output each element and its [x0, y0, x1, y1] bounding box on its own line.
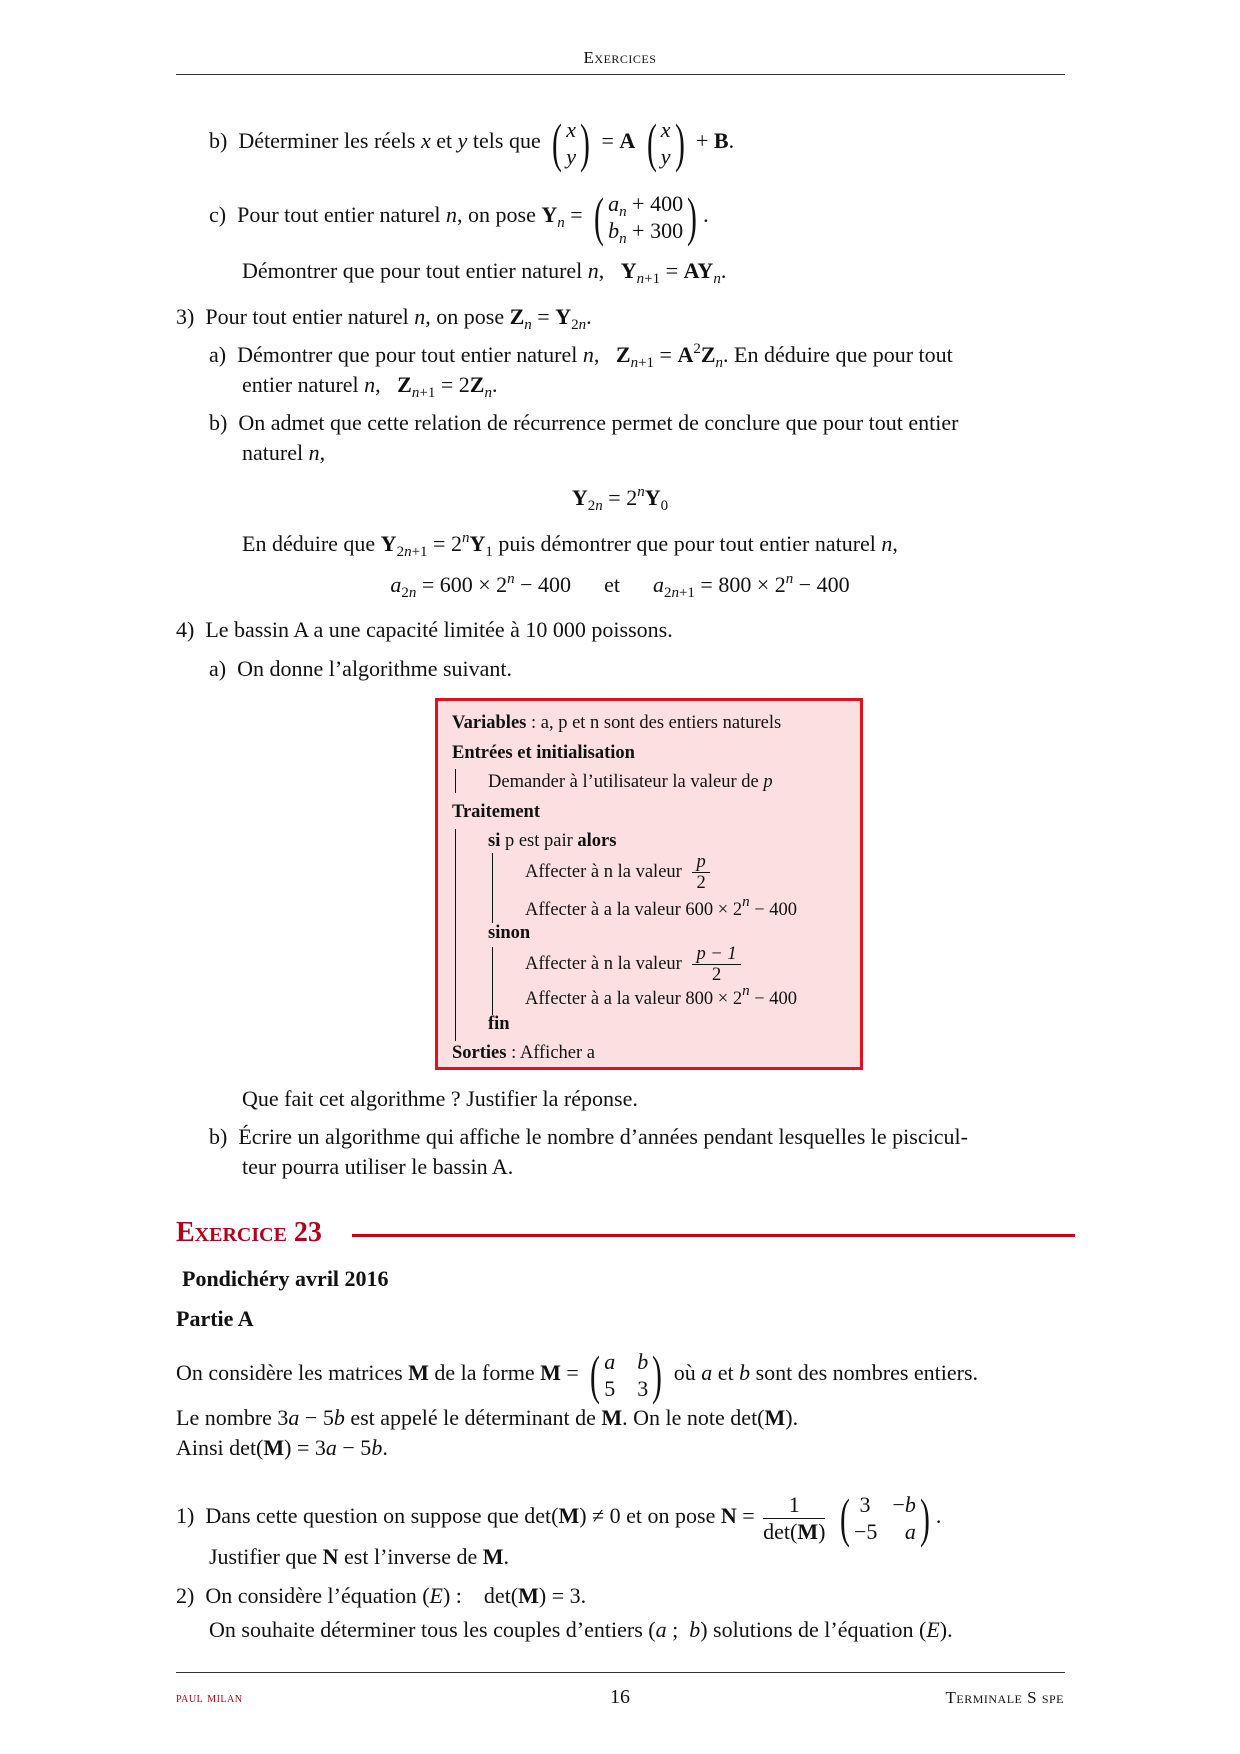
fraction-1-over-det: $\frac{1}{\det(M)}$	[763, 1491, 826, 1544]
question-4a: a) On donne l’algorithme suivant.	[209, 656, 513, 681]
question-3a: a) Démontrer que pour tout entier naturel n, $Z_{n+1} = A^2Z_n$. En déduire que pour tout	[209, 341, 953, 371]
question-3b-deduce: En déduire que $Y_{2n+1} = 2^nY_1$ puis démontrer que pour tout entier naturel n,	[242, 530, 898, 560]
algo-outputs: Sorties : Afficher a	[452, 1043, 595, 1063]
algorithm-box	[435, 698, 863, 1070]
question-a2: 2) On considère l’équation (E) : det(M) = 3.	[176, 1583, 587, 1608]
exercise-source: Pondichéry avril 2016	[182, 1266, 389, 1291]
page-number: 16	[610, 1686, 630, 1708]
vector-xy-right: ( x y )	[646, 113, 685, 173]
algo-variables: Variables : a, p et n sont des entiers naturels	[452, 713, 782, 733]
algo-assign-n2: Affecter à n la valeur $\frac{p - 1}{2}$	[525, 944, 741, 985]
algo-if: si p est pair alors	[488, 831, 617, 851]
question-3a-line2: entier naturel n, $Z_{n+1} = 2Z_n$.	[242, 372, 498, 401]
question-a1: 1) Dans cette question on suppose que det(M) ≠ 0 et on pose N = $\frac{1}{\det(M)}$ ( 3 −b −5 a ) .	[176, 1488, 942, 1548]
question-4: 4) Le bassin A a une capacité limitée à 10 000 poissons.	[176, 617, 673, 642]
part-a-title: Partie A	[176, 1306, 254, 1331]
algo-if-bar	[492, 853, 493, 923]
intro-line-3: Ainsi det(M) = 3a − 5b.	[176, 1435, 388, 1460]
algo-input-line: Demander à l’utilisateur la valeur de p	[488, 772, 773, 792]
question-2c: c) Pour tout entier naturel n, on pose $Y_n$ = ( $a_n + 400$ $b_n + 300$ ) .	[209, 187, 709, 247]
algo-fraction-p-minus-1-over-2: $\frac{p - 1}{2}$	[692, 944, 740, 985]
formula-a2n: $a_{2n} = 600 \times 2^n - 400$ et $a_{2n+1} = 800 \times 2^n - 400$	[390, 571, 850, 601]
exercise-title: Exercice 23	[176, 1217, 322, 1248]
algo-else-bar	[492, 947, 493, 1015]
question-4b-line2: teur pourra utiliser le bassin A.	[242, 1154, 514, 1179]
question-4b: b) Écrire un algorithme qui affiche le nombre d’années pendant lesquelles le piscicul-	[209, 1124, 968, 1149]
header-divider	[176, 74, 1065, 75]
question-2c-line2: Démontrer que pour tout entier naturel n, $Y_{n+1} = AY_n$.	[242, 258, 727, 287]
question-4a-ask: Que fait cet algorithme ? Justifier la réponse.	[242, 1086, 638, 1111]
footer-course: Terminale S spe	[945, 1688, 1064, 1707]
algo-assign-a2: Affecter à a la valeur $800 \times 2^n - 400$	[525, 983, 798, 1009]
algo-assign-n1: Affecter à n la valeur $\frac{p}{2}$	[525, 852, 710, 893]
matrix-m: ( a b 5 3 )	[590, 1345, 663, 1405]
question-3: 3) Pour tout entier naturel n, on pose $Z_n = Y_{2n}$.	[176, 304, 592, 333]
algo-else: sinon	[488, 923, 531, 943]
intro-line-2: Le nombre 3a − 5b est appelé le déterminant de M. On le note det(M).	[176, 1405, 799, 1430]
vector-yn: ( $a_n + 400$ $b_n + 300$ )	[594, 187, 698, 247]
algo-treatment-label: Traitement	[452, 802, 541, 822]
algo-input-bar	[455, 769, 456, 793]
intro-line-1: On considère les matrices M de la forme M = ( a b 5 3 ) où a et b sont des nombres entiers.	[176, 1345, 979, 1405]
question-a1-justify: Justifier que N est l’inverse de M.	[209, 1544, 509, 1569]
question-2b: b) Déterminer les réels x et y tels que ( x y ) = A ( x y ) + B.	[209, 113, 735, 173]
question-3b-line2: naturel n,	[242, 440, 326, 465]
algo-fraction-p-over-2: $\frac{p}{2}$	[692, 852, 709, 893]
algo-assign-a1: Affecter à a la valeur $600 \times 2^n - 400$	[525, 894, 798, 920]
vector-xy-left: ( x y )	[552, 113, 590, 173]
algo-inputs-label: Entrées et initialisation	[452, 743, 635, 763]
exercise-title-rule	[352, 1234, 1075, 1237]
footer-divider	[176, 1672, 1065, 1673]
question-a2-line2: On souhaite déterminer tous les couples d’entiers (a ; b) solutions de l’équation (E).	[209, 1617, 953, 1642]
algo-treatment-bar	[455, 829, 456, 1041]
algo-end: fin	[488, 1014, 510, 1034]
matrix-n: ( 3 −b −5 a )	[839, 1488, 930, 1548]
page-header-title: Exercices	[583, 48, 657, 67]
footer-author: paul milan	[176, 1691, 243, 1706]
question-3b: b) On admet que cette relation de récurrence permet de conclure que pour tout entier	[209, 410, 959, 435]
formula-y2n: $Y_{2n} = 2^nY_0$	[571, 484, 669, 514]
